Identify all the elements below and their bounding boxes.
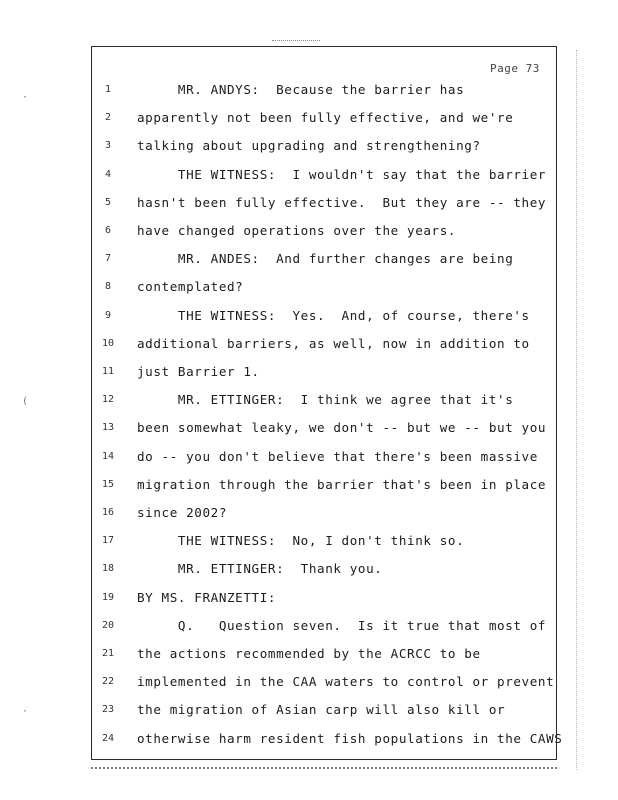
- transcript-line: the actions recommended by the ACRCC to be: [137, 646, 481, 661]
- transcript-line: MR. ETTINGER: I think we agree that it's: [137, 392, 514, 408]
- transcript-line: hasn't been fully effective. But they are -- they: [137, 194, 547, 210]
- top-scan-mark: [272, 40, 320, 45]
- line-number: 9: [104, 309, 112, 321]
- transcript-line: just Barrier 1.: [137, 364, 260, 379]
- line-number: 5: [104, 196, 112, 208]
- transcript-line: Q. Question seven. Is it true that most of: [137, 617, 547, 633]
- line-number: 12: [101, 394, 115, 406]
- transcript-line: do -- you don't believe that there's been massive: [137, 448, 538, 464]
- line-number: 10: [101, 337, 115, 349]
- line-number: 1: [104, 84, 112, 95]
- line-number: 15: [101, 478, 115, 490]
- line-number: 2: [104, 112, 112, 124]
- transcript-line: additional barriers, as well, now in addition to: [137, 335, 530, 351]
- transcript-line: talking about upgrading and strengthening?: [137, 138, 481, 154]
- transcript-line: THE WITNESS: I wouldn't say that the barrier: [137, 166, 547, 182]
- line-number: 18: [101, 563, 115, 575]
- right-margin-marks: [576, 50, 581, 770]
- left-margin-mark: (: [22, 396, 29, 407]
- transcript-line: been somewhat leaky, we don't -- but we -- but you: [137, 420, 547, 436]
- line-number: 19: [101, 591, 115, 603]
- line-number: 17: [101, 535, 115, 547]
- line-number: 24: [101, 732, 115, 744]
- transcript-line: apparently not been fully effective, and we're: [137, 110, 514, 126]
- transcript-line: migration through the barrier that's been in place: [137, 476, 547, 492]
- left-margin-mark: ·: [22, 706, 29, 717]
- line-number: 11: [101, 366, 115, 377]
- line-number: 20: [101, 619, 115, 631]
- transcript-line: contemplated?: [137, 279, 244, 295]
- transcript-line: otherwise harm resident fish populations in the CAWS: [137, 730, 563, 746]
- left-margin-mark: ·: [22, 92, 29, 103]
- line-number: 4: [104, 168, 112, 180]
- transcript-line: the migration of Asian carp will also kill or: [137, 702, 506, 718]
- line-number: 6: [104, 225, 112, 236]
- transcript-line: MR. ETTINGER: Thank you.: [137, 561, 383, 577]
- line-number: 8: [104, 281, 112, 293]
- transcript-line: implemented in the CAA waters to control or prevent: [137, 674, 555, 690]
- line-number: 7: [104, 253, 112, 265]
- transcript-line: MR. ANDES: And further changes are being: [137, 251, 514, 267]
- transcript-line: THE WITNESS: Yes. And, of course, there's: [137, 307, 530, 323]
- transcript-line: BY MS. FRANZETTI:: [137, 589, 277, 605]
- line-number: 14: [101, 450, 115, 462]
- line-number: 3: [104, 140, 112, 152]
- transcript-line: since 2002?: [137, 505, 228, 520]
- line-number: 23: [101, 704, 115, 716]
- transcript-line: THE WITNESS: No, I don't think so.: [137, 533, 465, 549]
- bottom-scan-rule: [91, 764, 557, 769]
- transcript-line: MR. ANDYS: Because the barrier has: [137, 82, 465, 97]
- page-number: Page 73: [490, 62, 540, 75]
- line-number: 22: [101, 676, 115, 688]
- line-number: 13: [101, 422, 115, 434]
- transcript-line: have changed operations over the years.: [137, 223, 457, 238]
- line-number: 21: [101, 648, 115, 659]
- line-number: 16: [101, 507, 115, 518]
